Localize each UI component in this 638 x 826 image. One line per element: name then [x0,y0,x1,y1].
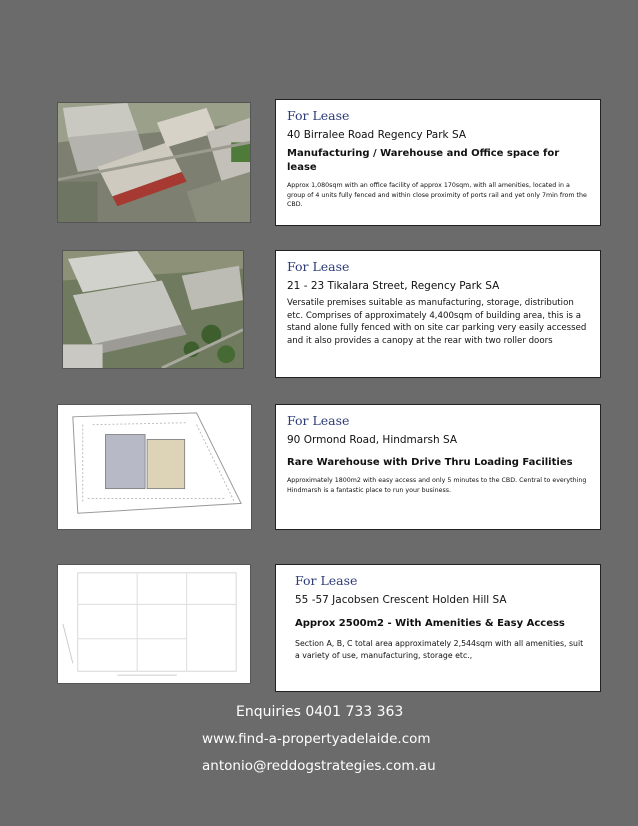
listing-headline: Manufacturing / Warehouse and Office space for lease [287,148,560,173]
listing-card-birralee [275,99,601,226]
website-link[interactable]: www.find-a-propertyadelaide.com [202,731,431,747]
for-lease-label: For Lease [295,573,358,588]
listing-address: 90 Ormond Road, Hindmarsh SA [287,434,458,446]
site-plan-ormond [57,404,252,530]
for-lease-label: For Lease [287,259,350,274]
listing-card-tikalara [275,250,601,378]
listing-headline: Approx 2500m2 - With Amenities & Easy Access [295,618,565,629]
listing-description: Section A, B, C total area approximately 2,544sqm with all amenities, suit a variety of use, manufacturing, storage etc., [295,639,584,660]
listing-description: Versatile premises suitable as manufacturing, storage, distribution etc. Comprises of approximately 4,400sqm of building area, this is a stand alone fully fenced with on site car parking very easily accessed and it also provides a canopy at the rear with two roller doors [287,298,587,346]
property-photo-birralee [57,102,251,223]
floor-plan-jacobsen [57,564,251,684]
listing-card-ormond [275,404,601,530]
listing-description: Approximately 1800m2 with easy access and only 5 minutes to the CBD. Central to everything Hindmarsh is a fantastic place to run your business. [287,477,587,494]
property-photo-tikalara [62,250,244,369]
listing-address: 40 Birralee Road Regency Park SA [287,129,467,141]
listing-description: Approx 1,080sqm with an office facility of approx 170sqm, with all amenities, located in a group of 4 units fully fenced and within close proximity of ports rail and yet only 7min from the CBD. [287,182,587,208]
enquiries-phone: Enquiries 0401 733 363 [236,704,404,720]
listing-address: 55 -57 Jacobsen Crescent Holden Hill SA [295,594,507,606]
email-link[interactable]: antonio@reddogstrategies.com.au [202,758,436,774]
listing-address: 21 - 23 Tikalara Street, Regency Park SA [287,280,500,292]
for-lease-label: For Lease [287,413,350,428]
for-lease-label: For Lease [287,108,350,123]
listing-headline: Rare Warehouse with Drive Thru Loading Facilities [287,457,573,468]
listing-card-jacobsen [275,564,601,692]
